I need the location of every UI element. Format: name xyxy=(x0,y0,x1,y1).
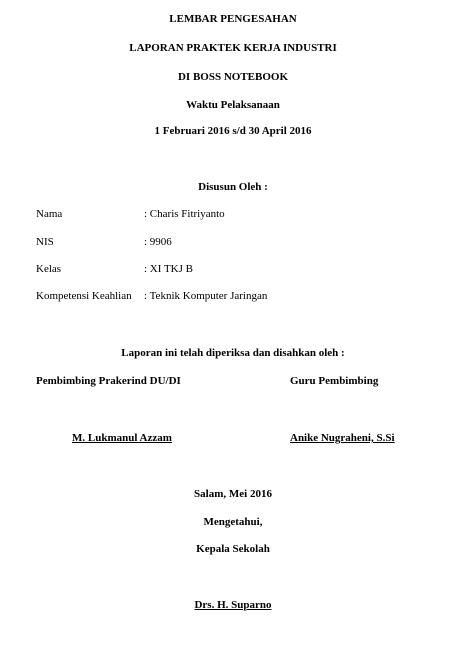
principal-name: Drs. H. Suparno xyxy=(194,599,272,611)
period-value: 1 Februari 2016 s/d 30 April 2016 xyxy=(154,125,312,137)
report-subtitle: LAPORAN PRAKTEK KERJA INDUSTRI xyxy=(129,42,337,54)
field-value: : Charis Fitriyanto xyxy=(144,208,225,220)
page-title: LEMBAR PENGESAHAN xyxy=(169,13,297,25)
left-signer-role: Pembimbing Prakerind DU/DI xyxy=(36,375,181,387)
acknowledged-label: Mengetahui, xyxy=(203,516,263,528)
left-signer-name: M. Lukmanul Azzam xyxy=(72,432,172,444)
period-label: Waktu Pelaksanaan xyxy=(186,99,280,111)
field-value: : Teknik Komputer Jaringan xyxy=(144,290,268,302)
field-label: NIS xyxy=(36,236,54,248)
field-label: Nama xyxy=(36,208,63,220)
principal-role: Kepala Sekolah xyxy=(196,543,270,555)
place-date: Salam, Mei 2016 xyxy=(194,488,272,500)
field-label: Kelas xyxy=(36,263,62,275)
field-label: Kompetensi Keahlian xyxy=(36,290,132,302)
right-signer-role: Guru Pembimbing xyxy=(290,375,379,387)
field-value: : XI TKJ B xyxy=(144,263,193,275)
company-location: DI BOSS NOTEBOOK xyxy=(177,71,289,83)
field-value: : 9906 xyxy=(144,236,172,248)
author-heading: Disusun Oleh : xyxy=(198,181,268,193)
right-signer-name: Anike Nugraheni, S.Si xyxy=(290,432,395,444)
approval-statement: Laporan ini telah diperiksa dan disahkan oleh : xyxy=(121,347,345,359)
